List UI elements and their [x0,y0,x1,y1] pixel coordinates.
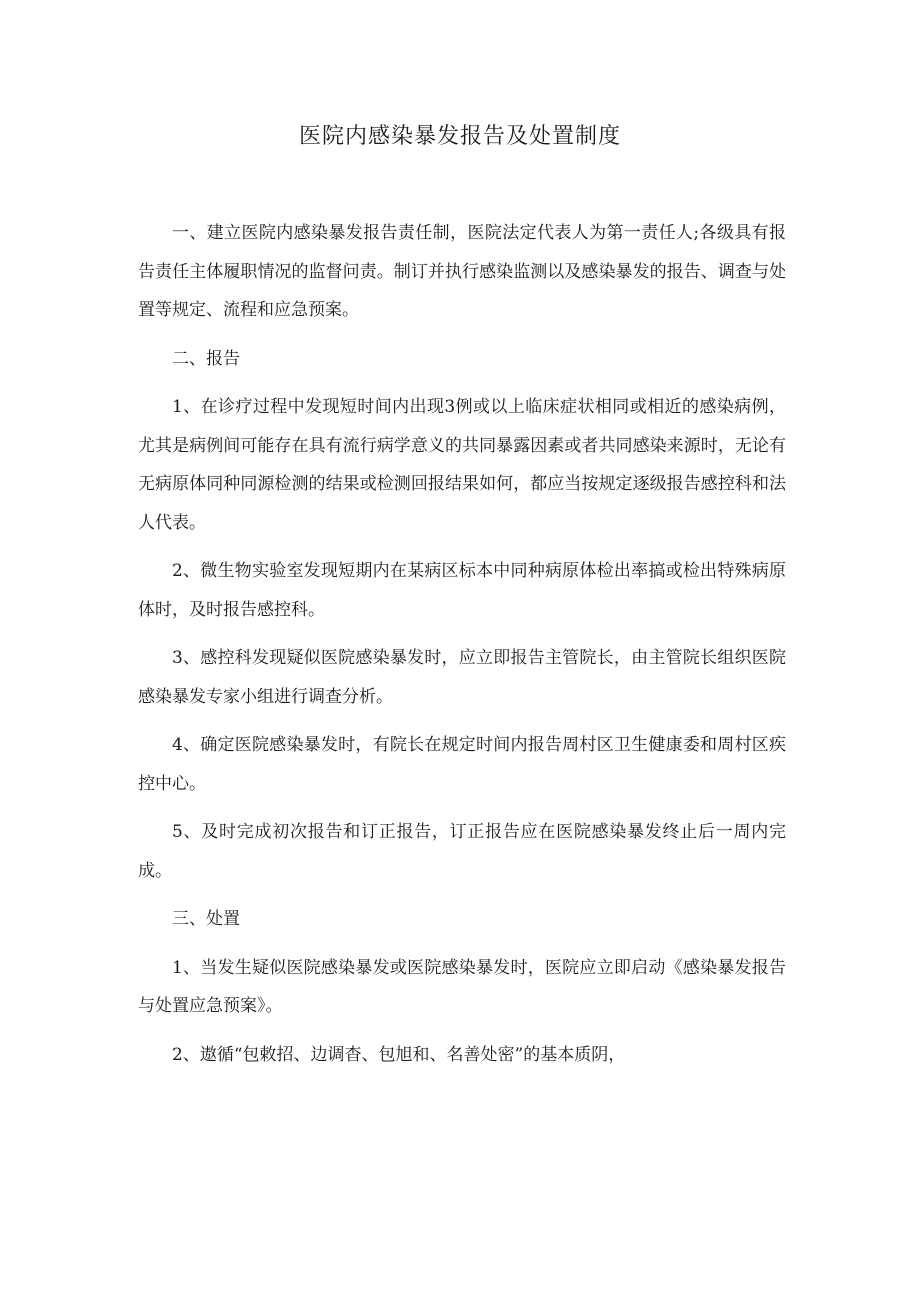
document-title: 医院内感染暴发报告及处置制度 [298,124,621,149]
section-heading-report: 二、报告 [172,348,240,369]
paragraph-disposal-2: 2、遨循“包敕招、边调杳、包旭和、名善处密”的基本质阴， [172,1044,626,1065]
paragraph-report-5: 5、及时完成初次报告和订正报告，订正报告应在医院感染暴发终止后一周内完成。 [138,822,786,881]
paragraph-report-2: 2、微生物实验室发现短期内在某病区标本中同种病原体检出率搞或检出特殊病原体时，及时报告感控科。 [138,561,786,620]
paragraph-report-1: 1、在诊疗过程中发现短时间内出现3例或以上临床症状相同或相近的感染病例，尤其是病例间可能存在具有流行病学意义的共同暴露因素或者共同感染来源时，无论有无病原体同种同源检测的结果或检测回报结果如何，都应当按规定逐级报告感控科和法人代表。 [138,397,786,533]
document-body [138,214,786,1084]
section-heading-disposal: 三、处置 [172,909,240,929]
paragraph-report-4: 4、确定医院感染暴发时，有院长在规定时间内报告周村区卫生健康委和周村区疾控中心。 [138,735,786,794]
paragraph-responsibility: 一、建立医院内感染暴发报告责任制，医院法定代表人为第一责任人;各级具有报告责任主体履职情况的监督问责。制订并执行感染监测以及感染暴发的报告、调查与处置等规定、流程和应急预案。 [138,223,786,320]
paragraph-report-3: 3、感控科发现疑似医院感染暴发时，应立即报告主管院长，由主管院长组织医院感染暴发专家小组进行调查分析。 [138,648,786,707]
paragraph-disposal-1: 1、当发生疑似医院感染暴发或医院感染暴发时，医院应立即启动《感染暴发报告与处置应急预案》。 [138,957,786,1016]
